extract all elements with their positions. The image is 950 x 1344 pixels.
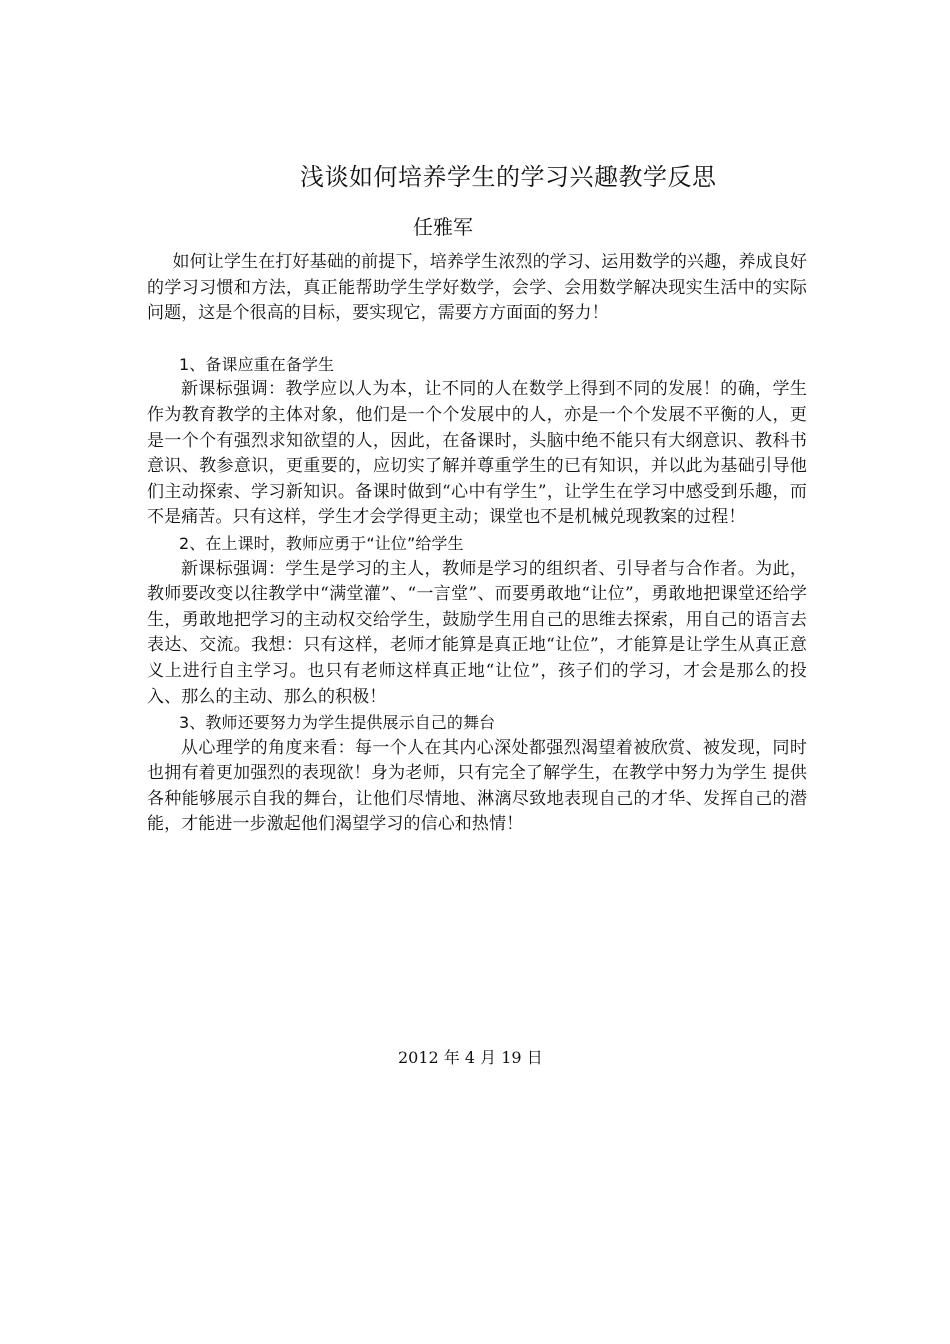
section-paragraph: 新课标强调：教学应以人为本，让不同的人在数学上得到不同的发展！的确，学生作为教育教学的主体对象，他们是一个个发展中的人，亦是一个个发展不平衡的人，更是一个个有强烈求知欲望的人，因此，在备课时，头脑中绝不能只有大纲意识、教科书意识、教参意识，更重要的，应切实了解并尊重学生的已有知识，并以此为基础引导他们主动探索、学习新知识。备课时做到“心中有学生”，让学生在学习中感受到乐趣，而不是痛苦。只有这样，学生才会学得更主动；课堂也不是机械兑现教案的过程！	[147, 379, 807, 528]
author-name: 任雅军	[413, 215, 473, 239]
intro-paragraph: 如何让学生在打好基础的前提下，培养学生浓烈的学习、运用数学的兴趣，养成良好的学习习惯和方法，真正能帮助学生学好数学，会学、会用数学解决现实生活中的实际问题，这是个很高的目标，要实现它，需要方方面面的努力！	[147, 252, 807, 324]
section-heading: 1、备课应重在备学生	[179, 354, 335, 374]
document-title: 浅谈如何培养学生的学习兴趣教学反思	[300, 163, 717, 191]
section-heading: 3、教师还要努力为学生提供展示自己的舞台	[179, 713, 496, 733]
document-body	[147, 250, 807, 838]
document-date: 2012 年 4 月 19 日	[398, 1048, 543, 1067]
section-paragraph: 从心理学的角度来看：每一个人在其内心深处都强烈渴望着被欣赏、被发现，同时也拥有着更加强烈的表现欲！身为老师，只有完全了解学生，在教学中努力为学生 提供各种能够展示自我的舞台，让他们尽情地、淋漓尽致地表现自己的才华、发挥自己的潜能，才能进一步激起他们渴望学习的信心和热情！	[147, 737, 807, 835]
section-paragraph: 新课标强调：学生是学习的主人，教师是学习的组织者、引导者与合作者。为此，教师要改变以往教学中“满堂灌”、“一言堂”、而要勇敢地“让位”，勇敢地把课堂还给学生，勇敢地把学习的主动权交给学生，鼓励学生用自己的思维去探索，用自己的语言去表达、交流。我想：只有这样，老师才能算是真正地“让位”，才能算是让学生从真正意义上进行自主学习。也只有老师这样真正地“让位”，孩子们的学习，才会是那么的投入、那么的主动、那么的积极！	[147, 558, 807, 707]
section-heading: 2、在上课时，教师应勇于“让位”给学生	[179, 533, 464, 553]
